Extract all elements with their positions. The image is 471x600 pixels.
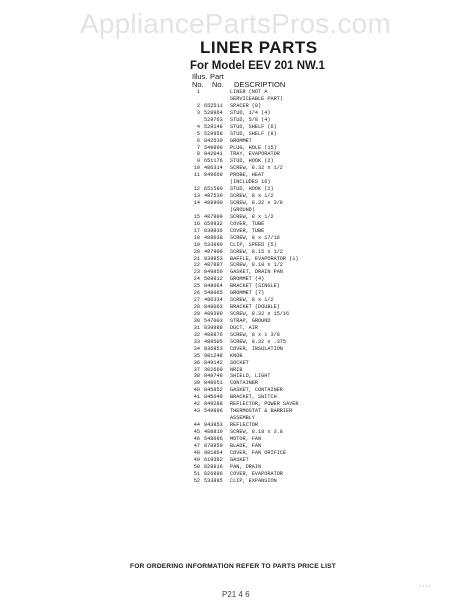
part-number: 839888 [204, 324, 223, 331]
part-description: SOCKET [230, 359, 249, 366]
illus-number: 32 [193, 331, 200, 338]
illus-number: 9 [196, 158, 200, 165]
part-number: 487539 [204, 193, 223, 200]
part-description: SCREW, 8.18 x 1/2 [230, 262, 283, 269]
part-description: SERVICEABLE PART) [230, 95, 283, 102]
part-number [204, 207, 230, 214]
part-number: 651176 [204, 158, 223, 165]
part-description: COVER, EVAPORATOR [230, 470, 283, 477]
parts-list [189, 89, 379, 484]
part-number: 848064 [204, 283, 223, 290]
part-row [189, 235, 379, 242]
part-description: GASKET [230, 456, 249, 463]
part-description: SCREW, 8 x 1/2 [230, 297, 274, 304]
page-number: P21 4 6 [222, 590, 250, 599]
part-row [189, 339, 379, 346]
part-number: 842639 [204, 137, 223, 144]
illus-number: 37 [193, 366, 200, 373]
illus-number: 45 [193, 428, 200, 435]
part-description: CLIP, EXPANSION [230, 477, 277, 484]
part-row [189, 297, 379, 304]
part-number: 548696 [204, 435, 223, 442]
part-row [189, 346, 379, 353]
part-description: CONTAINER [230, 380, 259, 387]
ordering-footer: FOR ORDERING INFORMATION REFER TO PARTS PRICE LIST [130, 563, 336, 570]
illus-number: 22 [193, 262, 200, 269]
part-number: 842041 [204, 151, 223, 158]
part-number: 549896 [204, 408, 223, 415]
part-description: SPACER (8) [230, 102, 262, 109]
header-part: Part [210, 72, 224, 81]
part-row [189, 172, 379, 179]
part-row [189, 103, 379, 110]
illus-number: 33 [193, 338, 200, 345]
part-row [189, 464, 379, 471]
part-number: 486314 [204, 165, 223, 172]
illus-number: 50 [193, 463, 200, 470]
part-description: BRACKET (DOUBLE) [230, 304, 280, 311]
part-description: REFLECTOR, POWER SAVER [230, 401, 299, 408]
illus-number: 18 [193, 234, 200, 241]
part-row [189, 124, 379, 131]
part-number: 981248 [204, 352, 223, 359]
part-number: 839853 [204, 255, 223, 262]
part-description: COVER, TUBE [230, 220, 265, 227]
part-number: 509812 [204, 276, 223, 283]
part-number: 848051 [204, 380, 223, 387]
part-description: STUD, 5/8 (4) [230, 116, 271, 123]
part-number: 549890 [204, 144, 223, 151]
part-number: 828816 [204, 463, 223, 470]
illus-number: 15 [193, 213, 200, 220]
part-row [189, 380, 379, 387]
part-row [189, 186, 379, 193]
illus-number: 39 [193, 380, 200, 387]
part-description: SCREW, 8 x 17/16 [230, 234, 280, 241]
part-row [189, 151, 379, 158]
part-row [189, 429, 379, 436]
part-row [189, 138, 379, 145]
part-row [189, 387, 379, 394]
part-description: GASKET, CONTAINER [230, 387, 283, 394]
header-part-no: No. [212, 80, 224, 89]
illus-number: 4 [196, 123, 200, 130]
part-number: 548065 [204, 290, 223, 297]
illus-number: 35 [193, 352, 200, 359]
part-row [189, 422, 379, 429]
part-number [204, 96, 230, 103]
part-description: GROMMET (4) [230, 276, 265, 283]
part-number: 836853 [204, 345, 223, 352]
illus-number: 44 [193, 422, 200, 428]
part-description: SCREW, 8 x 1/2 [230, 193, 274, 200]
illus-number [189, 179, 204, 186]
part-description: STUD, HOOK (2) [230, 186, 274, 193]
part-number: 533895 [204, 477, 223, 484]
illus-number: 11 [193, 172, 200, 179]
part-description: STUD, SHELF (6) [230, 123, 277, 130]
part-row [189, 318, 379, 325]
part-description: SCREW, 8 x 1/2 [230, 213, 274, 220]
header-illus: Illus. [192, 72, 208, 81]
illus-number: 12 [193, 186, 200, 193]
header-illus-no: No. [192, 80, 204, 89]
part-number: 488038 [204, 234, 223, 241]
illus-number: 48 [193, 449, 200, 456]
part-number: 302669 [204, 366, 223, 373]
part-number: 849669 [204, 172, 223, 179]
part-number: 488390 [204, 311, 223, 317]
part-row [189, 96, 379, 103]
part-number: 529763 [204, 116, 223, 123]
part-number: 652511 [204, 102, 223, 109]
illus-number: 36 [193, 359, 200, 366]
illus-number: 43 [193, 408, 200, 415]
part-row [189, 228, 379, 235]
part-number: 487909 [204, 248, 223, 255]
part-number: 849142 [204, 359, 223, 366]
part-number: 488505 [204, 338, 223, 345]
part-description: NRIB [230, 366, 243, 373]
part-number: 529148 [204, 123, 223, 130]
part-description: LINER (NOT A [230, 89, 268, 95]
part-description: BLADE, FAN [230, 442, 262, 449]
illus-number: 26 [193, 290, 200, 297]
part-description: SCREW, 8.15 x 1/2 [230, 248, 283, 255]
part-row [189, 89, 379, 96]
illus-number: 16 [193, 220, 200, 227]
part-row [189, 332, 379, 339]
part-description: SCREW, 8.32 x 3/8 [230, 200, 283, 206]
illus-number: 34 [193, 345, 200, 352]
part-description: SCREW, 8.32 x .375 [230, 338, 287, 345]
illus-number: 38 [193, 373, 200, 380]
illus-number: 28 [193, 304, 200, 311]
part-description: CLIP, SPEED (5) [230, 241, 277, 248]
part-description: KNOB [230, 352, 243, 359]
part-description: BRACKET, SWITCH [230, 394, 277, 401]
illus-number: 41 [193, 394, 200, 401]
illus-number: 3 [196, 109, 200, 116]
part-row [189, 283, 379, 290]
illus-number: 24 [193, 276, 200, 283]
part-number: 486334 [204, 297, 223, 304]
part-number: 848063 [204, 304, 223, 311]
part-number: 533990 [204, 241, 223, 248]
part-description: GROMMET [230, 137, 252, 144]
part-row [189, 415, 379, 422]
part-row [189, 450, 379, 457]
part-number: 826896 [204, 470, 223, 477]
part-number: 848748 [204, 373, 223, 380]
part-row [189, 408, 379, 415]
part-description: BAFFLE, EVAPORATOR (1) [230, 255, 299, 262]
illus-number: 49 [193, 456, 200, 463]
illus-number: 10 [193, 165, 200, 172]
part-row [189, 276, 379, 283]
part-description: MOTOR, FAN [230, 435, 262, 442]
part-row [189, 214, 379, 221]
part-number: 547003 [204, 317, 223, 324]
part-row [189, 165, 379, 172]
margin-mark: ' ' ' ' [420, 586, 430, 592]
part-row [189, 249, 379, 256]
part-row [189, 179, 379, 186]
illus-number: 52 [193, 477, 200, 484]
part-row [189, 373, 379, 380]
illus-number: 17 [193, 227, 200, 234]
part-description: (GROUND) [230, 206, 255, 213]
part-number: 651590 [204, 186, 223, 193]
illus-number: 8 [196, 151, 200, 158]
part-row [189, 353, 379, 360]
illus-number: 5 [196, 130, 200, 137]
part-row [189, 269, 379, 276]
part-description: GROMMET (7) [230, 290, 265, 297]
part-description: STUD, 1/4 (4) [230, 109, 271, 116]
part-row [189, 367, 379, 374]
part-row [189, 221, 379, 228]
watermark-text: AppliancePartsPros.com [80, 8, 391, 39]
part-row [189, 325, 379, 332]
header-description: DESCRIPTION [234, 80, 286, 89]
part-row [189, 256, 379, 263]
part-description: SHIELD, LIGHT [230, 373, 271, 380]
part-row [189, 311, 379, 318]
illus-number [189, 117, 204, 124]
illus-number: 31 [193, 324, 200, 331]
part-description: COVER, TUBE [230, 227, 265, 234]
part-description: STUD, SHELF (8) [230, 130, 277, 137]
illus-number: 13 [193, 193, 200, 200]
illus-number: 6 [196, 137, 200, 144]
part-number: 528964 [204, 109, 223, 116]
part-number: 843853 [204, 422, 223, 428]
part-number: 981864 [204, 449, 223, 456]
part-row [189, 457, 379, 464]
illus-number: 2 [196, 102, 200, 109]
part-row [189, 207, 379, 214]
part-description: SCREW, 8.32 x 15/16 [230, 311, 290, 317]
part-number: 487887 [204, 262, 223, 269]
part-row [189, 401, 379, 408]
illus-number: 14 [193, 200, 200, 206]
part-row [189, 193, 379, 200]
part-row [189, 394, 379, 401]
part-description: DUCT, AIR [230, 324, 259, 331]
illus-number [189, 207, 204, 214]
illus-number: 21 [193, 255, 200, 262]
part-row [189, 110, 379, 117]
part-number: 845852 [204, 387, 223, 394]
part-number: 488810 [204, 428, 223, 435]
part-number: 839836 [204, 227, 223, 234]
part-description: PROBE, HEAT [230, 172, 265, 179]
part-row [189, 443, 379, 450]
part-number [204, 179, 230, 186]
part-row [189, 200, 379, 207]
part-number: 619382 [204, 456, 223, 463]
part-description: THERMOSTAT & BARRIER [230, 408, 293, 415]
illus-number: 46 [193, 435, 200, 442]
part-number: 849288 [204, 401, 223, 408]
part-description: COVER, FAN ORIFICE [230, 449, 287, 456]
part-number [204, 89, 230, 96]
page-title: LINER PARTS [200, 38, 318, 57]
part-description: ASSEMBLY [230, 415, 255, 422]
part-row [189, 242, 379, 249]
part-description: SCREW, 8 x 1 3/8 [230, 331, 280, 338]
illus-number: 20 [193, 248, 200, 255]
illus-number: 25 [193, 283, 200, 290]
part-row [189, 158, 379, 165]
part-description: BRACKET (SINGLE) [230, 283, 280, 290]
part-row [189, 262, 379, 269]
illus-number: 42 [193, 401, 200, 408]
illus-number: 47 [193, 442, 200, 449]
illus-number [189, 96, 204, 103]
part-row [189, 290, 379, 297]
part-description: PLUG, HOLE (15) [230, 144, 277, 151]
part-number: 488900 [204, 200, 223, 206]
illus-number: 19 [193, 241, 200, 248]
part-description: PAN, DRAIN [230, 463, 262, 470]
illus-number: 51 [193, 470, 200, 477]
part-number: 487909 [204, 213, 223, 220]
part-row [189, 304, 379, 311]
part-row [189, 131, 379, 138]
part-number: 488876 [204, 331, 223, 338]
illus-number: 29 [193, 311, 200, 317]
part-row [189, 471, 379, 478]
part-row [189, 145, 379, 152]
part-description: REFLECTOR [230, 422, 259, 428]
part-number [204, 415, 230, 422]
illus-number: 27 [193, 297, 200, 304]
part-description: COVER, INSULATION [230, 345, 283, 352]
part-number: 845649 [204, 394, 223, 401]
part-number: 529958 [204, 130, 223, 137]
part-description: SCREW, 8.18 x 3.8 [230, 428, 283, 435]
illus-number: 7 [196, 144, 200, 151]
part-description: TRAY, EVAPORATOR [230, 151, 280, 158]
part-row [189, 436, 379, 443]
part-row [189, 360, 379, 367]
part-number: 849850 [204, 269, 223, 276]
illus-number: 30 [193, 317, 200, 324]
part-description: STRAP, GROUND [230, 317, 271, 324]
part-description: SCREW, 8.32 x 1/2 [230, 165, 283, 172]
part-row [189, 478, 379, 485]
model-subtitle: For Model EEV 201 NW.1 [190, 60, 325, 72]
part-description: (INCLUDES 16) [230, 179, 271, 186]
illus-number [189, 415, 204, 422]
part-description: STUD, HOOK (2) [230, 158, 274, 165]
part-description: GASKET, DRAIN PAN [230, 269, 283, 276]
illus-number: 23 [193, 269, 200, 276]
part-number: 878859 [204, 442, 223, 449]
illus-number: 40 [193, 387, 200, 394]
illus-number: 1 [196, 89, 200, 95]
part-number: 659832 [204, 220, 223, 227]
part-row [189, 117, 379, 124]
